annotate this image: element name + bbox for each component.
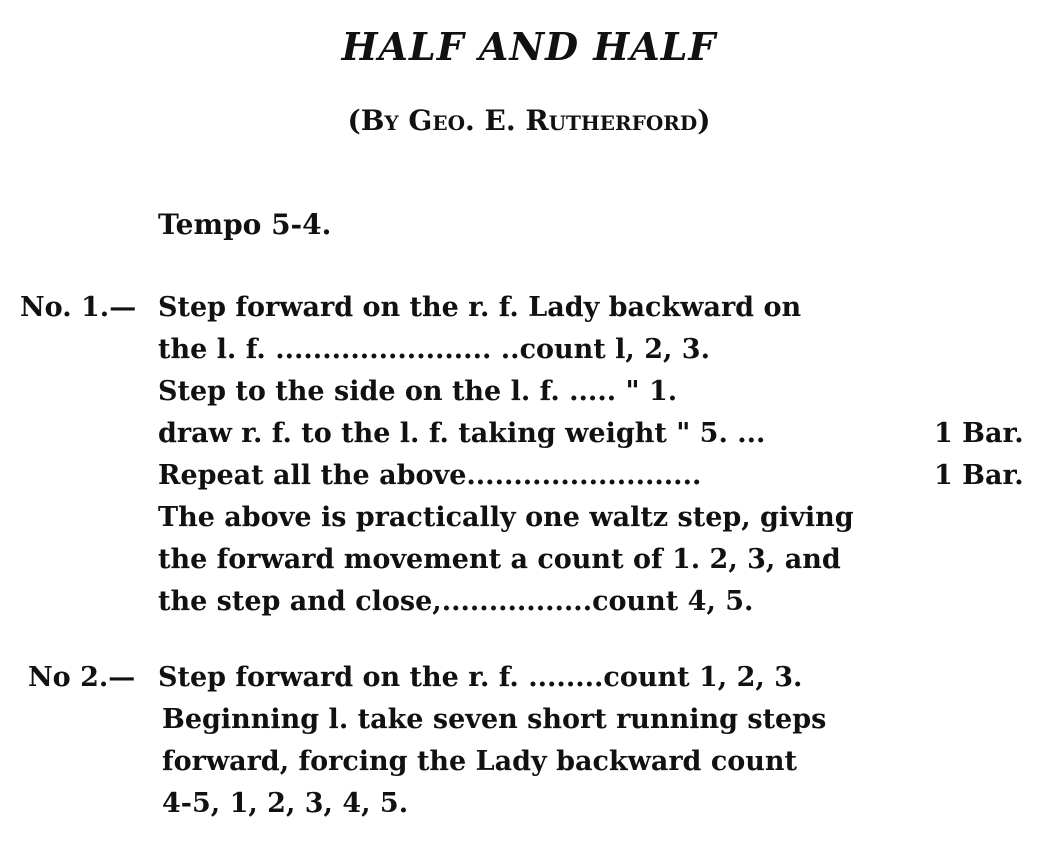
- section-1-line-1: Step forward on the r. f. Lady backward on: [158, 292, 802, 323]
- section-1-line-7: the forward movement a count of 1. 2, 3, and: [158, 544, 841, 575]
- tempo-marking: Tempo 5-4.: [158, 208, 332, 241]
- section-2-label: No 2.—: [28, 662, 136, 693]
- section-1-line-8: the step and close,................count 4, 5.: [158, 586, 754, 617]
- section-1-line-4: draw r. f. to the l. f. taking weight " 5. ...: [158, 418, 766, 449]
- section-1-line-2: the l. f. ....................... ..count l, 2, 3.: [158, 334, 710, 365]
- byline: (By Geo. E. Rutherford): [347, 104, 711, 137]
- section-1-label: No. 1.—: [20, 292, 137, 323]
- page-title: HALF AND HALF: [341, 24, 717, 69]
- section-2-line-2: Beginning l. take seven short running steps: [162, 704, 827, 735]
- bar-count-2: 1 Bar.: [934, 460, 1024, 491]
- section-2-line-3: forward, forcing the Lady backward count: [162, 746, 798, 777]
- bar-count-1: 1 Bar.: [934, 418, 1024, 449]
- section-2-line-4: 4-5, 1, 2, 3, 4, 5.: [162, 788, 409, 819]
- section-1-line-3: Step to the side on the l. f. ..... " 1.: [158, 376, 678, 407]
- section-2-line-1: Step forward on the r. f. ........count 1, 2, 3.: [158, 662, 803, 693]
- section-1-line-6: The above is practically one waltz step, giving: [158, 502, 854, 533]
- section-1-line-5: Repeat all the above.........................: [158, 460, 702, 491]
